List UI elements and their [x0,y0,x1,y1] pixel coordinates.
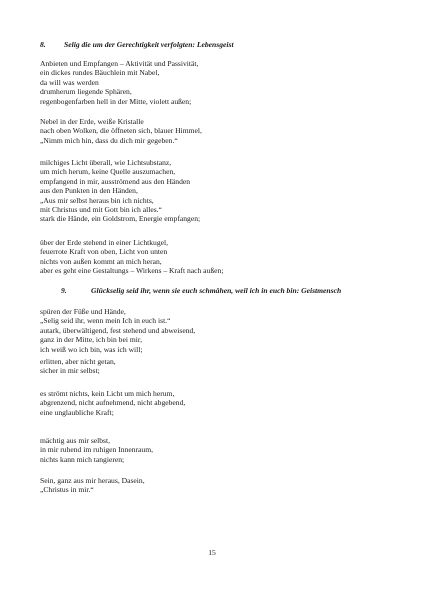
verse-line: Nebel in der Erde, weiße Kristalle [40,117,144,126]
verse-line: mächtig aus mir selbst, [40,436,111,445]
verse-line: feuerrote Kraft von oben, Licht von unten [40,247,168,257]
verse-line: regenbogenfarben hell in der Mitte, violett außen; [40,96,192,106]
verse-line: mit Christus und mit Gott bin ich alles.“ [40,204,162,214]
stanza [40,476,145,495]
section-heading-8 [40,40,234,49]
section-number: 9. [61,286,67,295]
verse-line: über der Erde stehend in einer Lichtkugel, [40,238,168,247]
verse-line: milchiges Licht überall, wie Lichtsubstanz, [40,158,172,167]
verse-line: eine unglaubliche Kraft; [40,407,114,417]
verse-line: drumherum liegende Sphären, [40,87,132,97]
section-heading-9 [61,286,341,295]
verse-line: es strömt nichts, kein Licht um mich herum, [40,389,175,398]
stanza [40,436,153,464]
section-number: 8. [40,40,46,49]
verse-line: aber es geht eine Gestaltungs – Wirkens – Kraft nach außen; [40,266,224,276]
verse-line: da will was werden [40,77,99,87]
verse-line: aus den Punkten in den Händen, [40,186,138,196]
verse-line: um mich herum, keine Quelle auszumachen, [40,167,176,177]
page-number: 15 [208,548,216,557]
stanza [40,117,202,145]
verse-line: nichts von außen kommt an mich heran, [40,256,162,266]
verse-line: Anbieten und Empfangen – Aktivität und Passivität, [40,59,199,68]
verse-line: ein dickes rundes Bäuchlein mit Nabel, [40,68,160,78]
stanza [40,357,116,376]
verse-line: „Selig seid ihr, wenn mein Ich in euch ist.“ [40,316,171,326]
verse-line: ich weiß wo ich bin, was ich will; [40,344,143,354]
verse-line: erlitten, aber nicht getan, [40,357,116,366]
verse-line: autark, überwältigend, fest stehend und abweisend, [40,325,196,335]
verse-line: ganz in der Mitte, ich bin bei mir, [40,335,142,345]
stanza [40,59,198,106]
verse-line: empfangend in mir, ausströmend aus den Händen [40,176,191,186]
verse-line: spüren der Füße und Hände, [40,307,126,316]
verse-line: „Nimm mich hin, dass du dich mir gegeben.“ [40,135,178,145]
section-title: Selig die um der Gerechtigkeit verfolgten: Lebensgeist [64,40,234,49]
verse-line: stark die Hände, ein Goldstrom, Energie empfangen; [40,214,201,224]
verse-line: in mir ruhend im ruhigen Innenraum, [40,445,154,455]
verse-line: nach oben Wolken, die öffneten sich, blauer Himmel, [40,126,202,136]
verse-line: abgrenzend, nicht aufnehmend, nicht abgebend, [40,398,186,408]
stanza [40,238,223,276]
verse-line: Sein, ganz aus mir heraus, Dasein, [40,476,145,485]
stanza [40,307,195,354]
section-title: Glückselig seid ihr, wenn sie euch schmähen, weil ich in euch bin: Geistmensch [91,286,342,295]
verse-line: sicher in mir selbst; [40,366,100,376]
verse-line: „Christus in mir.“ [40,485,94,495]
verse-line: „Aus mir selbst heraus bin ich nichts, [40,195,154,205]
stanza [40,389,185,417]
verse-line: nichts kann mich tangieren; [40,454,125,464]
stanza [40,158,200,224]
